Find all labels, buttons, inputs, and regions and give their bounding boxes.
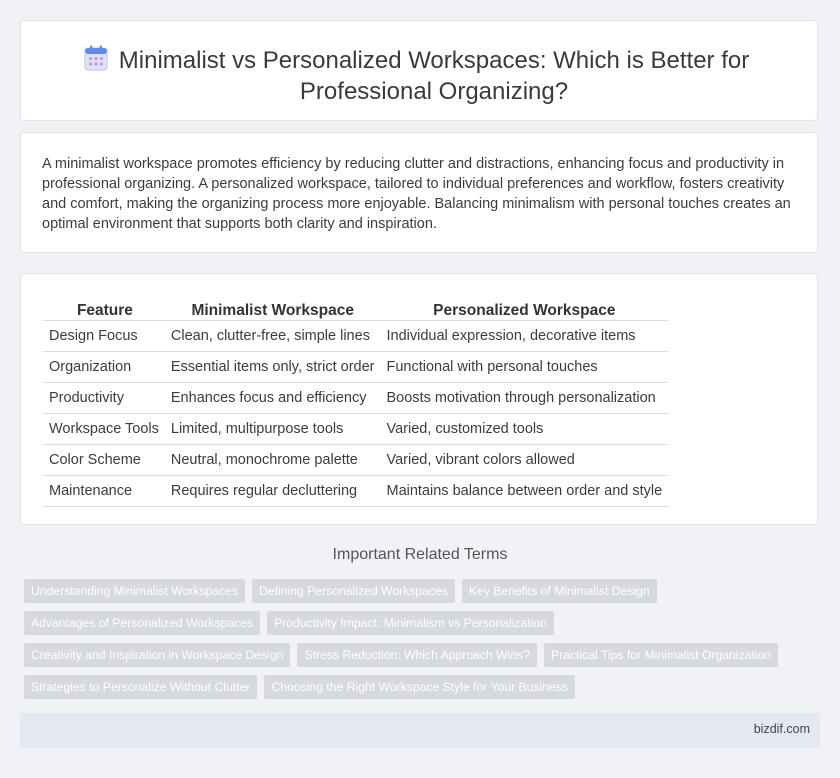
tag-row bbox=[24, 675, 824, 699]
related-term-tag[interactable]: Advantages of Personalized Workspaces bbox=[24, 611, 260, 635]
table-cell: Color Scheme bbox=[43, 445, 165, 476]
table-cell: Requires regular decluttering bbox=[165, 476, 381, 507]
related-term-tag[interactable]: Creativity and Inspiration in Workspace Design bbox=[24, 643, 290, 667]
related-term-tag[interactable]: Understanding Minimalist Workspaces bbox=[24, 579, 245, 603]
tag-row bbox=[24, 579, 824, 603]
table-cell: Essential items only, strict order bbox=[165, 352, 381, 383]
table-row bbox=[43, 321, 668, 352]
related-term-tag[interactable]: Stress Reduction: Which Approach Wins? bbox=[297, 643, 537, 667]
related-terms-heading: Important Related Terms bbox=[332, 546, 508, 563]
related-term-tag[interactable]: Key Benefits of Minimalist Design bbox=[462, 579, 657, 603]
calendar-icon bbox=[84, 45, 108, 71]
table-cell: Organization bbox=[43, 352, 165, 383]
table-cell: Maintains balance between order and style bbox=[381, 476, 669, 507]
table-cell: Productivity bbox=[43, 383, 165, 414]
table-cell: Varied, customized tools bbox=[381, 414, 669, 445]
table-row bbox=[43, 352, 668, 383]
table-row bbox=[43, 445, 668, 476]
table-cell: Enhances focus and efficiency bbox=[165, 383, 381, 414]
related-terms-list bbox=[24, 579, 824, 707]
table-cell: Design Focus bbox=[43, 321, 165, 352]
table-header-row bbox=[43, 294, 668, 321]
tag-row bbox=[24, 643, 824, 667]
table-cell: Neutral, monochrome palette bbox=[165, 445, 381, 476]
related-term-tag[interactable]: Choosing the Right Workspace Style for Your Business bbox=[264, 675, 575, 699]
tag-row bbox=[24, 611, 824, 635]
table-cell: Varied, vibrant colors allowed bbox=[381, 445, 669, 476]
intro-card bbox=[20, 132, 818, 253]
page-title: Minimalist vs Personalized Workspaces: Which is Better for Professional Organizing? bbox=[118, 47, 750, 105]
title-card bbox=[20, 20, 818, 121]
related-term-tag[interactable]: Practical Tips for Minimalist Organization bbox=[544, 643, 778, 667]
table-row bbox=[43, 414, 668, 445]
table-cell: Clean, clutter-free, simple lines bbox=[165, 321, 381, 352]
table-cell: Boosts motivation through personalization bbox=[381, 383, 669, 414]
related-term-tag[interactable]: Strategies to Personalize Without Clutter bbox=[24, 675, 257, 699]
related-term-tag[interactable]: Defining Personalized Workspaces bbox=[252, 579, 455, 603]
table-row bbox=[43, 476, 668, 507]
footer bbox=[20, 713, 820, 748]
table-row bbox=[43, 383, 668, 414]
footer-site-link[interactable]: bizdif.com bbox=[753, 722, 810, 736]
header-personalized: Personalized Workspace bbox=[381, 294, 669, 321]
intro-text: A minimalist workspace promotes efficiency by reducing clutter and distractions, enhancing focus and productivity in professional organizing. A personalized workspace, tailored to individual preferences and workflow, fosters creativity and comfort, making the organizing process more enjoyable. Balancing minimalism with personal touches creates an optimal environment that supports both clarity and inspiration. bbox=[42, 156, 791, 232]
table-cell: Limited, multipurpose tools bbox=[165, 414, 381, 445]
header-minimalist: Minimalist Workspace bbox=[165, 294, 381, 321]
related-term-tag[interactable]: Productivity Impact: Minimalism vs Personalization bbox=[267, 611, 554, 635]
header-feature: Feature bbox=[43, 294, 165, 321]
table-cell: Workspace Tools bbox=[43, 414, 165, 445]
table-cell: Functional with personal touches bbox=[381, 352, 669, 383]
table-cell: Individual expression, decorative items bbox=[381, 321, 669, 352]
comparison-card bbox=[20, 273, 818, 525]
comparison-table bbox=[43, 294, 668, 507]
table-cell: Maintenance bbox=[43, 476, 165, 507]
